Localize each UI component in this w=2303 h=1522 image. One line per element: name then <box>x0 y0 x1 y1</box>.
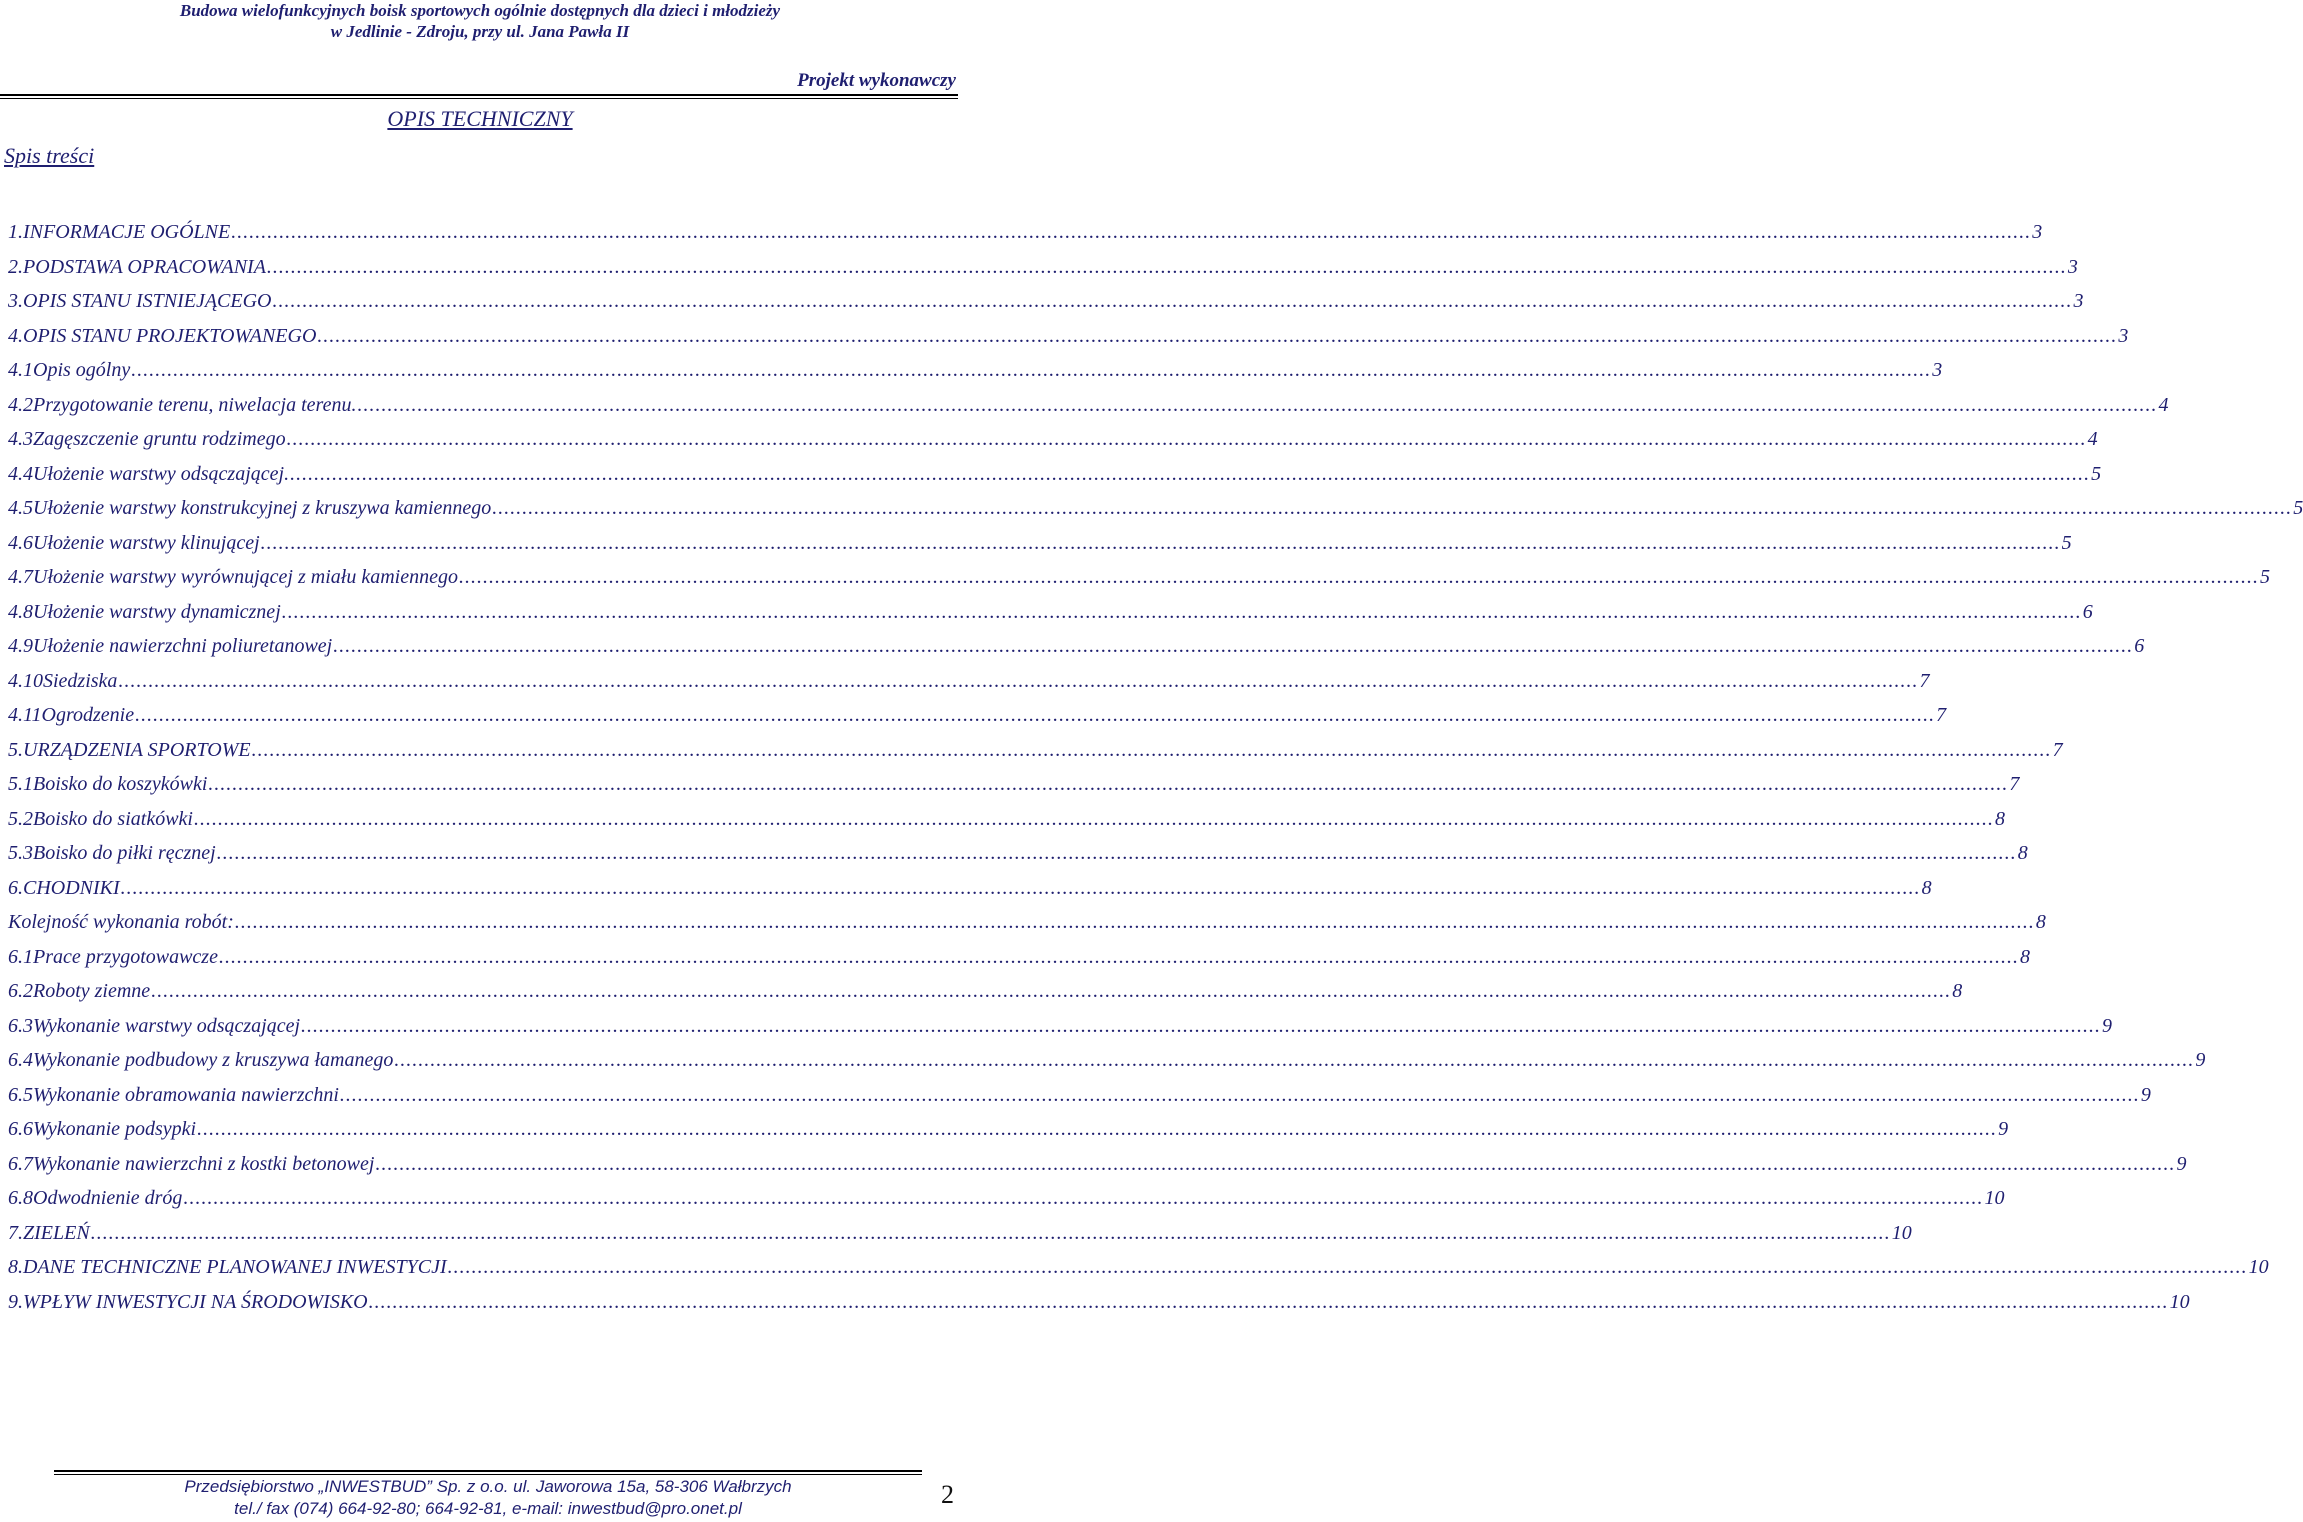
document-title-wrap <box>0 106 960 132</box>
toc-entry-title: Ogrodzenie <box>41 704 135 726</box>
toc-entry[interactable] <box>8 532 2072 566</box>
toc-entry-number: 5.3 <box>8 842 33 864</box>
toc-entry[interactable] <box>8 221 2043 255</box>
toc-entry[interactable] <box>8 1015 2113 1049</box>
toc-entry-title: Wykonanie obramowania nawierzchni <box>33 1084 339 1106</box>
toc-entry-number: 4.3 <box>8 428 33 450</box>
document-title: OPIS TECHNICZNY <box>387 106 573 131</box>
toc-entry-page: 8 <box>1994 808 2005 830</box>
toc-entry-number: 6.7 <box>8 1153 33 1175</box>
toc-entry[interactable] <box>8 1153 2187 1187</box>
toc-entry-leader-dots: ............................................................................................................................................................................................................................................................................................................ <box>90 1222 1891 1244</box>
toc-entry[interactable] <box>8 325 2129 359</box>
toc-entry-title: PODSTAWA OPRACOWANIA <box>23 256 266 278</box>
footer-divider-thin <box>54 1474 922 1475</box>
toc-entry-page: 5 <box>2061 532 2072 554</box>
toc-entry-number: 4.1 <box>8 359 33 381</box>
toc-entry[interactable] <box>8 601 2093 635</box>
toc-entry-title: Ułożenie warstwy konstrukcyjnej z kruszywa kamiennego <box>33 497 492 519</box>
toc-entry-page: 10 <box>2248 1256 2269 1278</box>
toc-entry-page: 7 <box>1919 670 1930 692</box>
toc-entry-title: URZĄDZENIA SPORTOWE <box>23 739 251 761</box>
toc-entry-number: 5.1 <box>8 773 33 795</box>
toc-entry-leader-dots: ............................................................................................................................................................................................................................................................................................................ <box>286 428 2087 450</box>
toc-entry[interactable] <box>8 566 2270 600</box>
header-project-title: Budowa wielofunkcyjnych boisk sportowych ogólnie dostępnych dla dzieci i młodzieży <box>179 1 781 20</box>
toc-entry-leader-dots: ............................................................................................................................................................................................................................................................................................................ <box>197 1118 1998 1140</box>
toc-entry-title: Opis ogólny <box>33 359 131 381</box>
toc-entry-page: 7 <box>2052 739 2063 761</box>
toc-entry-leader-dots: ............................................................................................................................................................................................................................................................................................................ <box>492 497 2293 519</box>
toc-entry-page: 6 <box>2082 601 2093 623</box>
toc-entry-leader-dots: ............................................................................................................................................................................................................................................................................................................ <box>218 946 2019 968</box>
toc-entry-page: 8 <box>1921 877 1932 899</box>
toc-entry[interactable] <box>8 635 2145 669</box>
toc-entry-number: 5.2 <box>8 808 33 830</box>
toc-entry-page: 8 <box>2035 911 2046 933</box>
toc-entry-title: Zagęszczenie gruntu rodzimego <box>33 428 286 450</box>
toc-entry-leader-dots: ............................................................................................................................................................................................................................................................................................................ <box>447 1256 2248 1278</box>
toc-entry[interactable] <box>8 497 2303 531</box>
toc-entry[interactable] <box>8 256 2078 290</box>
toc-entry-title: Ułożenie nawierzchni poliuretanowej <box>33 635 333 657</box>
toc-entry-title: Ułożenie warstwy klinującej <box>33 532 260 554</box>
toc-entry-leader-dots: ............................................................................................................................................................................................................................................................................................................ <box>290 463 2091 485</box>
header-divider <box>0 94 958 96</box>
toc-entry-title: OPIS STANU ISTNIEJĄCEGO <box>23 290 272 312</box>
toc-entry-page: 5 <box>2293 497 2303 519</box>
toc-entry-leader-dots: ............................................................................................................................................................................................................................................................................................................ <box>120 877 1921 899</box>
toc-entry-number: 4.10 <box>8 670 43 692</box>
page-number: 2 <box>941 1480 954 1509</box>
toc-entry-leader-dots: ............................................................................................................................................................................................................................................................................................................ <box>301 1015 2102 1037</box>
toc-entry-page: 3 <box>2067 256 2078 278</box>
toc-entry-number: 4.7 <box>8 566 33 588</box>
toc-entry-title: Boisko do piłki ręcznej <box>33 842 216 864</box>
toc-entry-page: 10 <box>1984 1187 2005 1209</box>
toc-entry-number: 4.9 <box>8 635 33 657</box>
toc-entry[interactable] <box>8 428 2098 462</box>
toc-entry-title: INFORMACJE OGÓLNE <box>23 221 231 243</box>
toc-entry[interactable] <box>8 739 2063 773</box>
toc-entry-title: ZIELEŃ <box>23 1222 90 1244</box>
toc-entry-number: 4.5 <box>8 497 33 519</box>
toc-entry-number: 6.2 <box>8 980 33 1002</box>
toc-entry-title: WPŁYW INWESTYCJI NA ŚRODOWISKO <box>23 1291 368 1313</box>
toc-entry-number: 6.8 <box>8 1187 33 1209</box>
toc-entry[interactable] <box>8 359 1943 393</box>
toc-entry-number: 1. <box>8 221 23 243</box>
toc-heading[interactable]: Spis treści <box>4 143 95 168</box>
toc-entry-number: 4. <box>8 325 23 347</box>
toc-entry-page: 10 <box>2169 1291 2190 1313</box>
toc-entry[interactable] <box>8 808 2005 842</box>
toc-entry-leader-dots: ............................................................................................................................................................................................................................................................................................................ <box>357 394 2158 416</box>
toc-entry[interactable] <box>8 1084 2151 1118</box>
toc-entry-leader-dots: ............................................................................................................................................................................................................................................................................................................ <box>251 739 2052 761</box>
toc-entry-page: 6 <box>2134 635 2145 657</box>
toc-entry-page: 4 <box>2158 394 2169 416</box>
toc-entry-title: Boisko do koszykówki <box>33 773 208 795</box>
toc-entry-title: Odwodnienie dróg <box>33 1187 183 1209</box>
toc-entry-page: 7 <box>2009 773 2020 795</box>
toc-entry-leader-dots: ............................................................................................................................................................................................................................................................................................................ <box>135 704 1936 726</box>
toc-entry-title: Prace przygotowawcze <box>33 946 218 968</box>
toc-entry-title: Boisko do siatkówki <box>33 808 193 830</box>
toc-entry[interactable] <box>8 1291 2190 1325</box>
toc-entry[interactable] <box>8 946 2030 980</box>
toc-entry-leader-dots: ............................................................................................................................................................................................................................................................................................................ <box>193 808 1994 830</box>
toc-entry-number: 7. <box>8 1222 23 1244</box>
header-divider-thin <box>0 98 958 99</box>
toc-entry-leader-dots: ............................................................................................................................................................................................................................................................................................................ <box>208 773 2009 795</box>
toc-entry-page: 9 <box>1998 1118 2009 1140</box>
toc-entry-leader-dots: ............................................................................................................................................................................................................................................................................................................ <box>216 842 2017 864</box>
toc-entry-title: Wykonanie podsypki <box>33 1118 197 1140</box>
toc-entry-leader-dots: ............................................................................................................................................................................................................................................................................................................ <box>368 1291 2169 1313</box>
toc-entry-page: 9 <box>2140 1084 2151 1106</box>
toc-entry-title: Ułożenie warstwy odsączającej. <box>33 463 290 485</box>
toc-entry-title: Kolejność wykonania robót: <box>8 911 234 933</box>
toc-entry[interactable] <box>8 463 2102 497</box>
toc-entry-page: 9 <box>2176 1153 2187 1175</box>
toc-entry-leader-dots: ............................................................................................................................................................................................................................................................................................................ <box>260 532 2061 554</box>
toc-entry-number: 4.8 <box>8 601 33 623</box>
toc-entry-leader-dots: ............................................................................................................................................................................................................................................................................................................ <box>317 325 2118 347</box>
toc-entry-number: 6.3 <box>8 1015 33 1037</box>
toc-entry-title: Wykonanie nawierzchni z kostki betonowej <box>33 1153 375 1175</box>
toc-entry-leader-dots: ............................................................................................................................................................................................................................................................................................................ <box>118 670 1919 692</box>
toc-entry-title: CHODNIKI <box>23 877 120 899</box>
toc-entry[interactable] <box>8 877 1932 911</box>
toc-entry-number: 4.2 <box>8 394 33 416</box>
toc-entry-title: Ułożenie warstwy dynamicznej <box>33 601 281 623</box>
header-location: w Jedlinie - Zdroju, przy ul. Jana Pawła II <box>330 22 630 41</box>
toc-entry[interactable] <box>8 1049 2206 1083</box>
toc-entry-title: Roboty ziemne <box>33 980 151 1002</box>
toc-entry[interactable] <box>8 842 2028 876</box>
toc-entry-leader-dots: ............................................................................................................................................................................................................................................................................................................ <box>394 1049 2195 1071</box>
toc-entry-leader-dots: ............................................................................................................................................................................................................................................................................................................ <box>231 221 2032 243</box>
toc-entry[interactable] <box>8 1118 2009 1152</box>
toc-entry-page: 8 <box>2017 842 2028 864</box>
toc-entry-number: 6.4 <box>8 1049 33 1071</box>
toc-entry[interactable] <box>8 1187 2005 1221</box>
toc-entry[interactable] <box>8 773 2020 807</box>
toc-entry-page: 8 <box>1952 980 1963 1002</box>
toc-entry-leader-dots: ............................................................................................................................................................................................................................................................................................................ <box>183 1187 1984 1209</box>
toc-entry-title: Ułożenie warstwy wyrównującej z miału kamiennego <box>33 566 458 588</box>
toc-entry-title: DANE TECHNICZNE PLANOWANEJ INWESTYCJI <box>23 1256 447 1278</box>
toc-entry-leader-dots: ............................................................................................................................................................................................................................................................................................................ <box>333 635 2134 657</box>
toc-entry-leader-dots: ............................................................................................................................................................................................................................................................................................................ <box>281 601 2082 623</box>
toc-entry-page: 3 <box>2032 221 2043 243</box>
toc-entry-page: 3 <box>2073 290 2084 312</box>
toc-entry-number: 3. <box>8 290 23 312</box>
toc-entry-title: Wykonanie warstwy odsączającej <box>33 1015 301 1037</box>
toc-entry-title: OPIS STANU PROJEKTOWANEGO <box>23 325 317 347</box>
toc-entry-page: 5 <box>2259 566 2270 588</box>
toc-entry-page: 7 <box>1936 704 1947 726</box>
toc-entry-number: 2. <box>8 256 23 278</box>
toc-entry-number: 9. <box>8 1291 23 1313</box>
toc-entry-page: 3 <box>1932 359 1943 381</box>
toc-entry-page: 4 <box>2087 428 2098 450</box>
toc-entry[interactable] <box>8 290 2084 324</box>
toc-entry-page: 3 <box>2118 325 2129 347</box>
toc-entry-number: 6.5 <box>8 1084 33 1106</box>
toc-entry-leader-dots: ............................................................................................................................................................................................................................................................................................................ <box>131 359 1932 381</box>
toc-entry[interactable] <box>8 704 1947 738</box>
toc-entry-title: Siedziska <box>43 670 118 692</box>
toc-entry-leader-dots: ............................................................................................................................................................................................................................................................................................................ <box>266 256 2067 278</box>
toc-entry-page: 8 <box>2019 946 2030 968</box>
footer-divider <box>54 1470 922 1472</box>
toc-entry-number: 4.4 <box>8 463 33 485</box>
toc-entry[interactable] <box>8 670 1930 704</box>
project-type-label: Projekt wykonawczy <box>797 70 956 91</box>
toc-entry-leader-dots: ............................................................................................................................................................................................................................................................................................................ <box>272 290 2073 312</box>
toc-entry-page: 10 <box>1891 1222 1912 1244</box>
toc-entry-number: 6. <box>8 877 23 899</box>
toc-entry-leader-dots: ............................................................................................................................................................................................................................................................................................................ <box>339 1084 2140 1106</box>
footer-company: Przedsiębiorstwo „INWESTBUD” Sp. z o.o. ul. Jaworowa 15a, 58-306 Wałbrzych <box>184 1477 792 1496</box>
toc-entry-leader-dots: ............................................................................................................................................................................................................................................................................................................ <box>375 1153 2176 1175</box>
toc-entry-number: 6.6 <box>8 1118 33 1140</box>
toc-entry-page: 9 <box>2102 1015 2113 1037</box>
toc-entry[interactable] <box>8 1222 1912 1256</box>
toc-entry[interactable] <box>8 911 2046 945</box>
toc-entry-number: 4.11 <box>8 704 42 726</box>
toc-entry-title: Wykonanie podbudowy z kruszywa łamanego <box>33 1049 394 1071</box>
toc-entry-number: 4.6 <box>8 532 33 554</box>
toc-entry-number: 6.1 <box>8 946 33 968</box>
toc-entry-page: 5 <box>2091 463 2102 485</box>
toc-entry[interactable] <box>8 394 2169 428</box>
toc-entry[interactable] <box>8 980 1963 1014</box>
toc-entry-page: 9 <box>2195 1049 2206 1071</box>
toc-entry-title: Przygotowanie terenu, niwelacja terenu. <box>33 394 357 416</box>
footer-contact: tel./ fax (074) 664-92-80; 664-92-81, e-mail: inwestbud@pro.onet.pl <box>234 1499 742 1518</box>
toc-entry-number: 8. <box>8 1256 23 1278</box>
toc-entry-leader-dots: ............................................................................................................................................................................................................................................................................................................ <box>458 566 2259 588</box>
toc-entry-number: 5. <box>8 739 23 761</box>
toc-entry-leader-dots: ............................................................................................................................................................................................................................................................................................................ <box>151 980 1952 1002</box>
toc-entry-leader-dots: ............................................................................................................................................................................................................................................................................................................ <box>234 911 2035 933</box>
toc-entry[interactable] <box>8 1256 2269 1290</box>
